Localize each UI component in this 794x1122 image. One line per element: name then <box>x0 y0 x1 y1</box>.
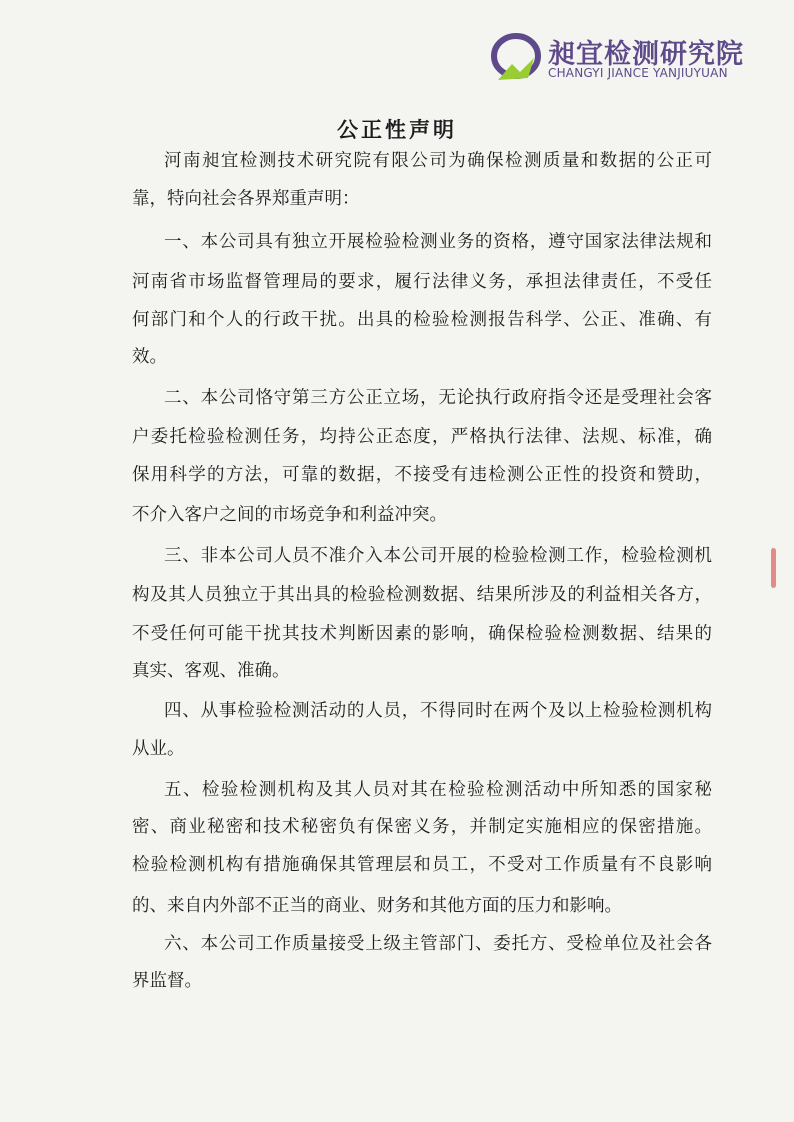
page-title: 公正性声明 <box>337 118 457 142</box>
paragraph-line: 密、商业秘密和技术秘密负有保密义务，并制定实施相应的保密措施。 <box>132 817 712 837</box>
paragraph-line: 效。 <box>132 347 167 367</box>
paragraph-line: 六、本公司工作质量接受上级主管部门、委托方、受检单位及社会各 <box>164 934 712 954</box>
logo-name-en: CHANGYI JIANCE YANJIUYUAN <box>548 66 728 80</box>
logo-name-cn: 昶宜检测研究院 <box>548 39 744 70</box>
paragraph-line: 何部门和个人的行政干扰。出具的检验检测报告科学、公正、准确、有 <box>132 310 712 330</box>
paragraph-line: 从业。 <box>132 739 185 759</box>
paragraph-line: 界监督。 <box>132 971 202 991</box>
paragraph-line: 五、检验检测机构及其人员对其在检验检测活动中所知悉的国家秘 <box>164 780 712 800</box>
seal-edge-mark <box>771 548 776 588</box>
paragraph-line: 检验检测机构有措施确保其管理层和员工，不受对工作质量有不良影响 <box>132 855 712 875</box>
paragraph-line: 一、本公司具有独立开展检验检测业务的资格，遵守国家法律法规和 <box>164 232 712 252</box>
paragraph-line: 构及其人员独立于其出具的检验检测数据、结果所涉及的利益相关各方， <box>132 585 712 605</box>
paragraph-line: 二、本公司恪守第三方公正立场，无论执行政府指令还是受理社会客 <box>164 388 712 408</box>
company-logo <box>490 28 744 88</box>
logo-ring-icon <box>490 28 546 88</box>
paragraph-line: 保用科学的方法，可靠的数据，不接受有违检测公正性的投资和赞助， <box>132 465 712 485</box>
paragraph-line: 河南昶宜检测技术研究院有限公司为确保检测质量和数据的公正可 <box>164 151 712 171</box>
paragraph-line: 四、从事检验检测活动的人员，不得同时在两个及以上检验检测机构 <box>164 701 712 721</box>
paragraph-line: 的、来自内外部不正当的商业、财务和其他方面的压力和影响。 <box>132 896 622 916</box>
paragraph-line: 不介入客户之间的市场竞争和利益冲突。 <box>132 505 447 525</box>
paragraph-line: 户委托检验检测任务，均持公正态度，严格执行法律、法规、标准，确 <box>132 427 712 447</box>
paragraph-line: 三、非本公司人员不准介入本公司开展的检验检测工作，检验检测机 <box>164 546 712 566</box>
paragraph-line: 真实、客观、准确。 <box>132 661 290 681</box>
paragraph-line: 靠，特向社会各界郑重声明： <box>132 189 360 209</box>
paragraph-line: 河南省市场监督管理局的要求，履行法律义务，承担法律责任，不受任 <box>132 272 712 292</box>
paragraph-line: 不受任何可能干扰其技术判断因素的影响，确保检验检测数据、结果的 <box>132 624 712 644</box>
